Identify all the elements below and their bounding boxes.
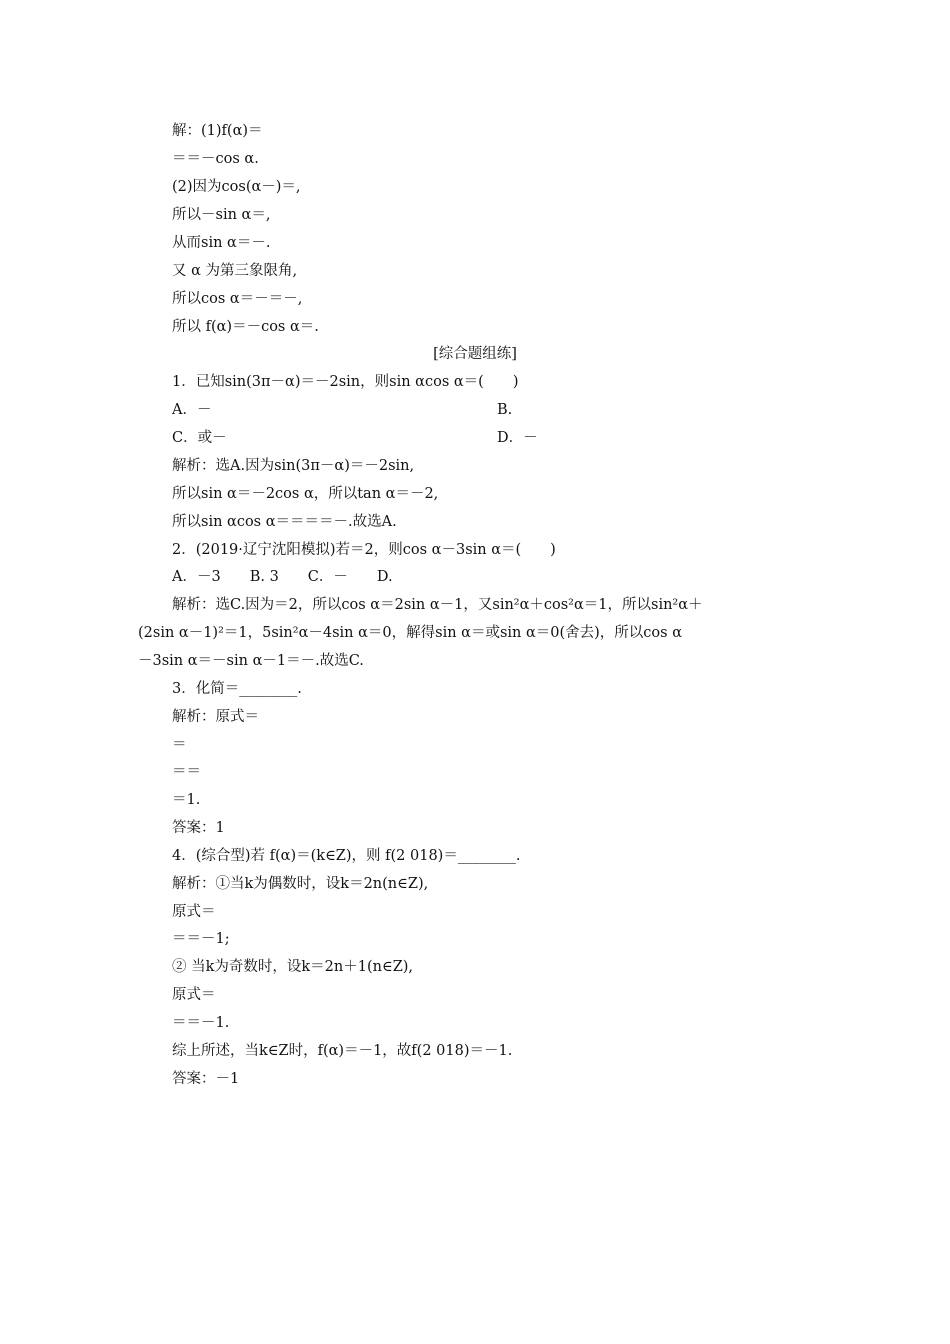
section-title: [综合题组练] [433, 346, 517, 362]
text-line: 解析：①当k为偶数时，设k＝2n(n∈Z), [172, 876, 429, 892]
option-a: A．－ [172, 402, 212, 418]
options-2: A．－3 B. 3 C．－ D. [172, 569, 393, 585]
text-line: 又 α 为第三象限角, [172, 263, 298, 279]
text-line: 综上所述，当k∈Z时，f(α)＝－1，故f(2 018)＝－1. [172, 1043, 513, 1059]
text-line: ＝＝ [172, 764, 201, 780]
text-line: ＝＝－cos α. [172, 151, 259, 167]
text-line: 所以sin α＝－2cos α，所以tan α＝－2, [172, 486, 439, 502]
text-line: ＝＝－1. [172, 1015, 230, 1031]
text-line: ＝ [172, 737, 187, 753]
text-line: 原式＝ [172, 904, 216, 920]
text-line: 所以cos α＝－＝－, [172, 291, 303, 307]
question-1: 1．已知sin(3π－α)＝－2sin，则sin αcos α＝( ) [172, 374, 519, 390]
text-line: 解析：选C.因为＝2，所以cos α＝2sin α－1，又sin²α＋cos²α＝1，所以sin²α＋ [172, 597, 703, 613]
text-line: ② 当k为奇数时，设k＝2n＋1(n∈Z), [172, 959, 414, 975]
text-line: 从而sin α＝－. [172, 235, 271, 251]
option-b: B. [497, 402, 513, 418]
option-c: C．或－ [172, 430, 227, 446]
question-4: 4．(综合型)若 f(α)＝(k∈Z)，则 f(2 018)＝________. [172, 848, 521, 864]
text-line: 解析：选A.因为sin(3π－α)＝－2sin, [172, 458, 415, 474]
text-line: (2)因为cos(α－)＝, [172, 179, 301, 195]
text-line: 所以 f(α)＝－cos α＝. [172, 319, 319, 335]
question-3: 3．化简＝________. [172, 681, 302, 697]
question-2: 2．(2019·辽宁沈阳模拟)若＝2，则cos α－3sin α＝( ) [172, 542, 556, 558]
text-line: 所以sin αcos α＝＝＝＝－.故选A. [172, 514, 397, 530]
text-line: ＝1. [172, 792, 201, 808]
answer-3: 答案：1 [172, 820, 225, 836]
option-d: D．－ [497, 430, 538, 446]
text-line: 解析：原式＝ [172, 709, 259, 725]
text-line: －3sin α＝－sin α－1＝－.故选C. [138, 653, 364, 669]
text-line: 解：(1)f(α)＝ [172, 123, 263, 139]
text-line: (2sin α－1)²＝1，5sin²α－4sin α＝0，解得sin α＝或sin α＝0(舍去)，所以cos α [138, 625, 683, 641]
answer-4: 答案：－1 [172, 1071, 240, 1087]
text-line: 所以－sin α＝, [172, 207, 271, 223]
text-line: 原式＝ [172, 987, 216, 1003]
text-line: ＝＝－1; [172, 931, 230, 947]
